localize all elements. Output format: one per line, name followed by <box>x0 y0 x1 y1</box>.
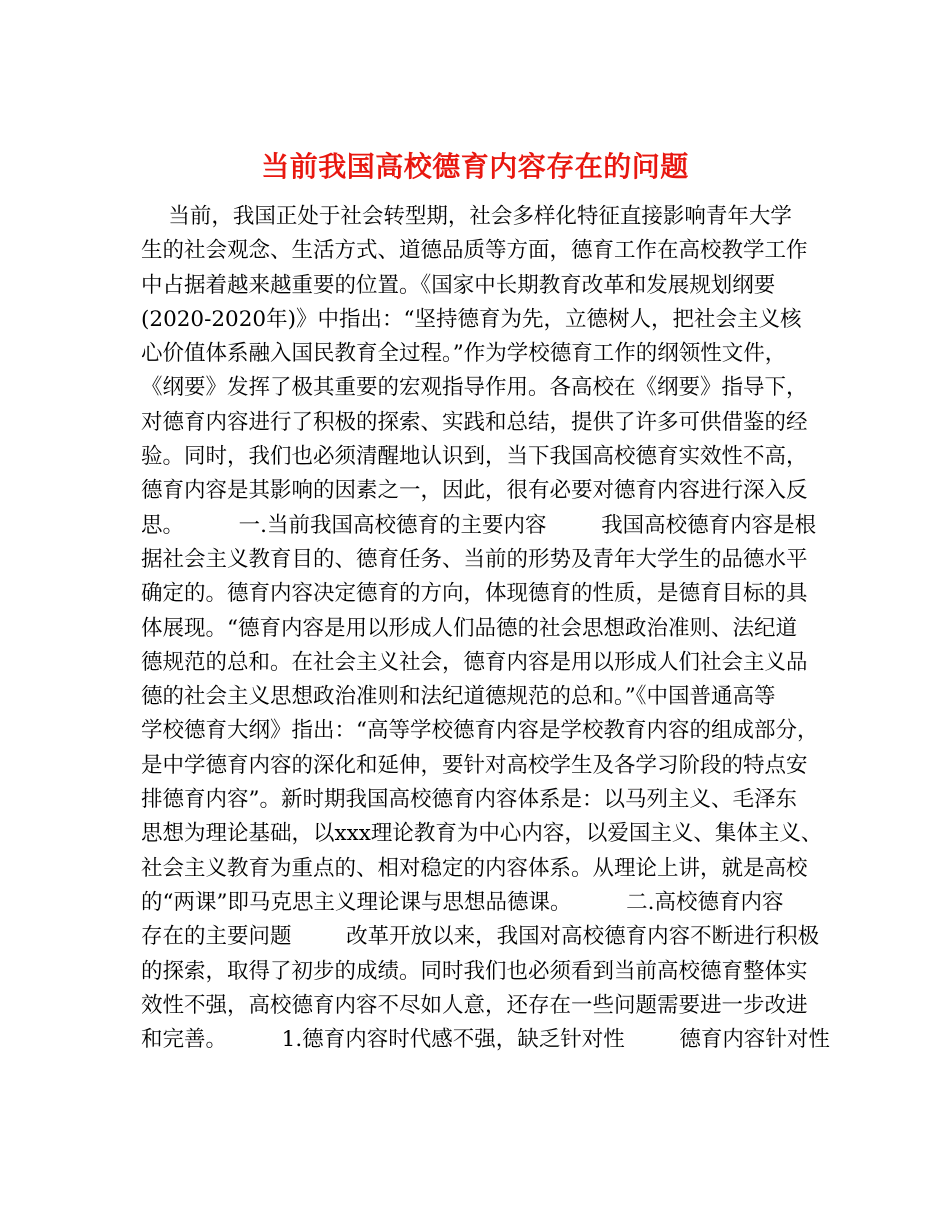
body-line: 思。 一.当前我国高校德育的主要内容 我国高校德育内容是根 <box>141 512 817 538</box>
body-line: 据社会主义教育目的、德育任务、当前的形势及青年大学生的品德水平 <box>141 546 808 572</box>
body-line: (2020-2020年)》中指出：“坚持德育为先，立德树人，把社会主义核 <box>141 306 802 332</box>
body-line: 的探索，取得了初步的成绩。同时我们也必须看到当前高校德育整体实 <box>141 958 808 984</box>
body-line: 德规范的总和。在社会主义社会，德育内容是用以形成人们社会主义品 <box>141 649 808 675</box>
body-line: 的“两课”即马克思主义理论课与思想品德课。 二.高校德育内容 <box>141 889 784 915</box>
body-line: 确定的。德育内容决定德育的方向，体现德育的性质，是德育目标的具 <box>141 581 808 607</box>
body-line: 和完善。 1.德育内容时代感不强，缺乏针对性 德育内容针对性 <box>141 1027 830 1053</box>
body-line: 学校德育大纲》指出：“高等学校德育内容是学校教育内容的组成部分， <box>141 718 819 744</box>
body-line: 德育内容是其影响的因素之一，因此，很有必要对德育内容进行深入反 <box>141 478 808 504</box>
body-line: 排德育内容”。新时期我国高校德育内容体系是：以马列主义、毛泽东 <box>141 787 797 813</box>
body-line: 《纲要》发挥了极其重要的宏观指导作用。各高校在《纲要》指导下， <box>141 375 808 401</box>
body-line: 存在的主要问题 改革开放以来，我国对高校德育内容不断进行积极 <box>141 924 820 950</box>
document-body <box>141 200 831 1057</box>
body-line: 中占据着越来越重要的位置。《国家中长期教育改革和发展规划纲要 <box>141 272 776 298</box>
body-line: 心价值体系融入国民教育全过程。”作为学校德育工作的纲领性文件， <box>141 341 787 367</box>
body-line: 对德育内容进行了积极的探索、实践和总结，提供了许多可供借鉴的经 <box>141 409 808 435</box>
body-line: 当前，我国正处于社会转型期，社会多样化特征直接影响青年大学 <box>141 204 792 229</box>
body-line: 体展现。“德育内容是用以形成人们品德的社会思想政治准则、法纪道 <box>141 615 797 641</box>
body-line: 生的社会观念、生活方式、道德品质等方面，德育工作在高校教学工作 <box>141 238 808 264</box>
body-line: 社会主义教育为重点的、相对稳定的内容体系。从理论上讲，就是高校 <box>141 855 808 881</box>
document-title: 当前我国高校德育内容存在的问题 <box>261 149 689 183</box>
body-line: 德的社会主义思想政治准则和法纪道德规范的总和。”《中国普通高等 <box>141 684 776 710</box>
body-line: 验。同时，我们也必须清醒地认识到，当下我国高校德育实效性不高， <box>141 444 808 470</box>
body-line: 思想为理论基础，以xxx理论教育为中心内容，以爱国主义、集体主义、 <box>141 821 823 847</box>
body-line: 是中学德育内容的深化和延伸，要针对高校学生及各学习阶段的特点安 <box>141 752 808 778</box>
body-line: 效性不强，高校德育内容不尽如人意，还存在一些问题需要进一步改进 <box>141 992 808 1018</box>
